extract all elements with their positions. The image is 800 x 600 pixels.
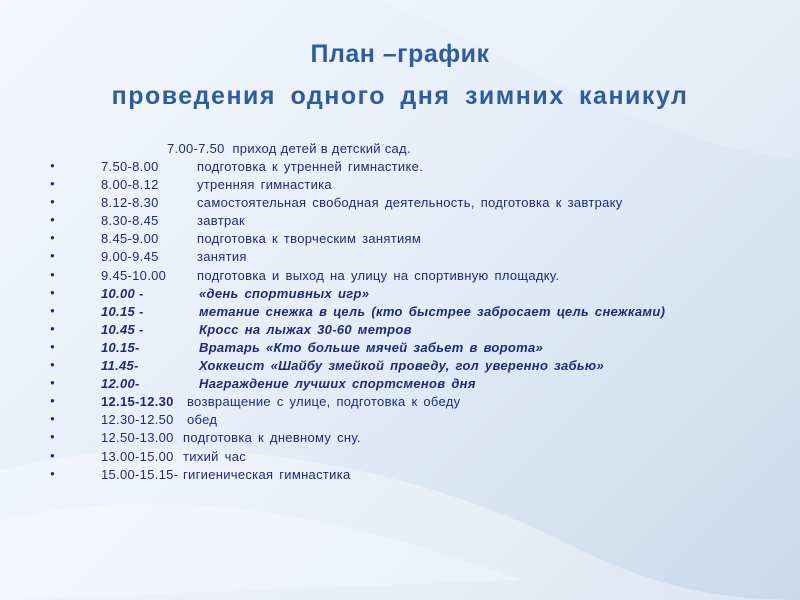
schedule-row — [0, 340, 800, 358]
schedule-row — [0, 376, 800, 394]
schedule-text: «день спортивных игр» — [199, 285, 370, 301]
bullet-icon: ● — [50, 450, 56, 460]
schedule-time: 9.00-9.45 — [101, 249, 159, 265]
schedule-text: подготовка к дневному сну. — [183, 430, 361, 446]
bullet-icon: ● — [50, 305, 56, 315]
schedule-text: возвращение с улице, подготовка к обеду — [187, 394, 461, 410]
schedule-time: 8.12-8.30 — [101, 195, 159, 211]
schedule-time: 10.00 - — [101, 285, 144, 301]
schedule-text: самостоятельная свободная деятельность, подготовка к завтраку — [197, 195, 623, 211]
bullet-icon: ● — [50, 323, 56, 333]
schedule-row — [0, 177, 800, 195]
schedule-row — [0, 159, 800, 177]
schedule-time: 12.15-12.30 — [101, 394, 174, 410]
bullet-icon: ● — [50, 233, 56, 243]
schedule-row — [0, 322, 800, 340]
schedule-text: подготовка и выход на улицу на спортивную площадку. — [197, 267, 560, 283]
schedule-row — [0, 249, 800, 267]
schedule-row — [0, 286, 800, 304]
page-title-line-1: План –график — [310, 40, 490, 68]
bullet-icon: ● — [50, 396, 56, 406]
intro-row — [167, 141, 411, 156]
schedule-time: 8.00-8.12 — [101, 177, 159, 193]
schedule-text: завтрак — [197, 213, 246, 229]
schedule-time: 12.00- — [101, 376, 140, 392]
bullet-icon: ● — [50, 269, 56, 279]
schedule-row — [0, 412, 800, 430]
schedule-list — [0, 159, 800, 485]
page-title-line-2: проведения одного дня зимних каникул — [111, 82, 689, 110]
schedule-row — [0, 467, 800, 485]
schedule-text: обед — [187, 412, 218, 428]
schedule-time: 8.30-8.45 — [101, 213, 159, 229]
schedule-row — [0, 195, 800, 213]
schedule-time: 9.45-10.00 — [101, 267, 167, 283]
schedule-time: 12.50-13.00 — [101, 430, 174, 446]
schedule-time: 10.15- — [101, 339, 140, 355]
schedule-time: 12.30-12.50 — [101, 412, 174, 428]
schedule-row — [0, 304, 800, 322]
bullet-icon: ● — [50, 287, 56, 297]
schedule-text: метание снежка в цель (кто быстрее забросает цель снежками) — [199, 303, 666, 319]
schedule-text: утренняя гимнастика — [197, 177, 332, 193]
bullet-icon: ● — [50, 360, 56, 370]
bullet-icon: ● — [50, 161, 56, 170]
schedule-time: 10.15 - — [101, 303, 144, 319]
bullet-icon: ● — [50, 414, 56, 424]
schedule-row — [0, 358, 800, 376]
bullet-icon: ● — [50, 197, 56, 207]
schedule-row — [0, 268, 800, 286]
schedule-time: 11.45- — [101, 358, 139, 374]
bullet-icon: ● — [50, 468, 56, 478]
schedule-row — [0, 449, 800, 467]
bullet-icon: ● — [50, 179, 56, 189]
schedule-row — [0, 231, 800, 249]
schedule-row — [0, 394, 800, 412]
schedule-row — [0, 430, 800, 448]
schedule-text: Вратарь «Кто больше мячей забьет в ворота» — [199, 339, 544, 355]
intro-time: 7.00-7.50 — [167, 141, 225, 156]
schedule-time: 8.45-9.00 — [101, 231, 159, 247]
bullet-icon: ● — [50, 378, 56, 388]
bullet-icon: ● — [50, 432, 56, 442]
schedule-text: гигиеническая гимнастика — [183, 466, 351, 482]
schedule-time: 7.50-8.00 — [101, 159, 159, 174]
bullet-icon: ● — [50, 215, 56, 225]
schedule-text: подготовка к утренней гимнастике. — [197, 159, 424, 174]
intro-text: приход детей в детский сад. — [232, 141, 411, 156]
schedule-text: подготовка к творческим занятиям — [197, 231, 422, 247]
schedule-time: 15.00-15.15- — [101, 466, 179, 482]
schedule-time: 10.45 - — [101, 321, 144, 337]
schedule-row — [0, 213, 800, 231]
schedule-text: Хоккеист «Шайбу змейкой проведу, гол уверенно забью» — [199, 358, 604, 374]
bullet-icon: ● — [50, 341, 56, 351]
schedule-text: Кросс на лыжах 30-60 метров — [199, 321, 412, 337]
schedule-text: Награждение лучших спортсменов дня — [199, 376, 476, 392]
schedule-text: тихий час — [183, 448, 247, 464]
schedule-time: 13.00-15.00 — [101, 448, 174, 464]
schedule-text: занятия — [197, 249, 247, 265]
bullet-icon: ● — [50, 251, 56, 261]
